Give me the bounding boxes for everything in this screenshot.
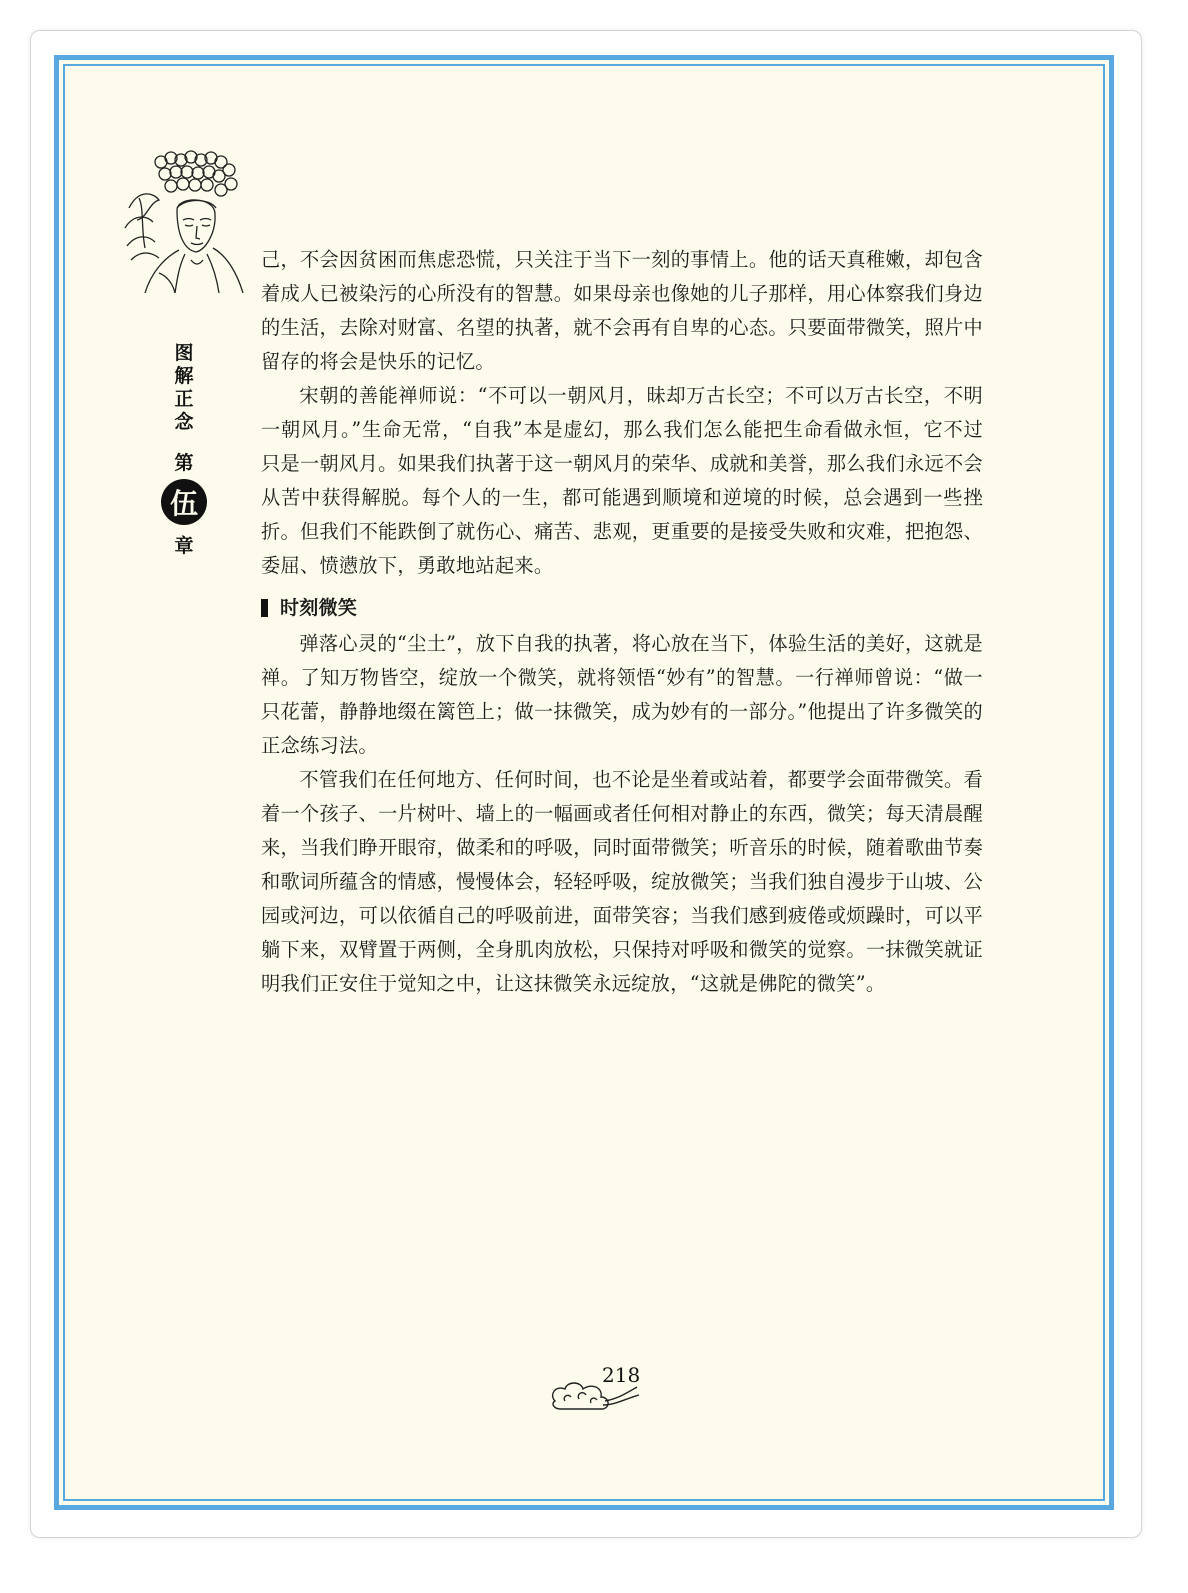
- page-number: 218: [602, 1363, 641, 1387]
- book-title-char: 正: [174, 388, 194, 410]
- book-page: [54, 55, 1114, 1510]
- chapter-number: 伍: [169, 487, 198, 520]
- auspicious-cloud-icon: [547, 1375, 642, 1413]
- chapter-number-badge: [161, 479, 207, 525]
- book-title-char: 念: [174, 411, 194, 433]
- book-title-vertical: [174, 342, 193, 434]
- paragraph: 弹落心灵的“尘土”，放下自我的执著，将心放在当下，体验生活的美好，这就是禅。了知万物皆空，绽放一个微笑，就将领悟“妙有”的智慧。一行禅师曾说：“做一只花蕾，静静地缀在篱笆上；做一抹微笑，成为妙有的一部分。”他提出了许多微笑的正念练习法。: [261, 632, 983, 757]
- section-heading-text: 时刻微笑: [280, 597, 358, 619]
- bodhisattva-illustration: [119, 148, 249, 293]
- paragraph: 不管我们在任何地方、任何时间，也不论是坐着或站着，都要学会面带微笑。看着一个孩子、一片树叶、墙上的一幅画或者任何相对静止的东西，微笑；每天清晨醒来，当我们睁开眼帘，做柔和的呼吸，同时面带微笑；听音乐的时候，随着歌曲节奏和歌词所蕴含的情感，慢慢体会，轻轻呼吸，绽放微笑；当我们独自漫步于山坡、公园或河边，可以依循自己的呼吸前进，面带笑容；当我们感到疲倦或烦躁时，可以平躺下来，双臂置于两侧，全身肌肉放松，只保持对呼吸和微笑的觉察。一抹微笑就证明我们正安住于觉知之中，让这抹微笑永远绽放，“这就是佛陀的微笑”。: [261, 768, 983, 995]
- book-title-char: 解: [174, 365, 194, 387]
- paragraph: 宋朝的善能禅师说：“不可以一朝风月，昧却万古长空；不可以万古长空，不明一朝风月。”生命无常，“自我”本是虚幻，那么我们怎么能把生命看做永恒，它不过只是一朝风月。如果我们执著于这一朝风月的荣华、成就和美誉，那么我们永远不会从苦中获得解脱。每个人的一生，都可能遇到顺境和逆境的时候，总会遇到一些挫折。但我们不能跌倒了就伤心、痛苦、悲观，更重要的是接受失败和灾难，把抱怨、委屈、愤懑放下，勇敢地站起来。: [261, 384, 983, 577]
- paragraph: 己，不会因贫困而焦虑恐慌，只关注于当下一刻的事情上。他的话天真稚嫩，却包含着成人已被染污的心所没有的智慧。如果母亲也像她的儿子那样，用心体察我们身边的生活，去除对财富、名望的执著，就不会再有自卑的心态。只要面带微笑，照片中留存的将会是快乐的记忆。: [261, 248, 983, 373]
- chapter-suffix: 章: [174, 535, 194, 557]
- main-text: [261, 243, 983, 1001]
- page-footer: [547, 1363, 657, 1413]
- chapter-prefix: 第: [174, 452, 194, 474]
- book-title-char: 图: [174, 342, 194, 364]
- section-heading: [261, 592, 983, 624]
- chapter-sidebar: [161, 342, 207, 558]
- heading-marker: [261, 599, 268, 617]
